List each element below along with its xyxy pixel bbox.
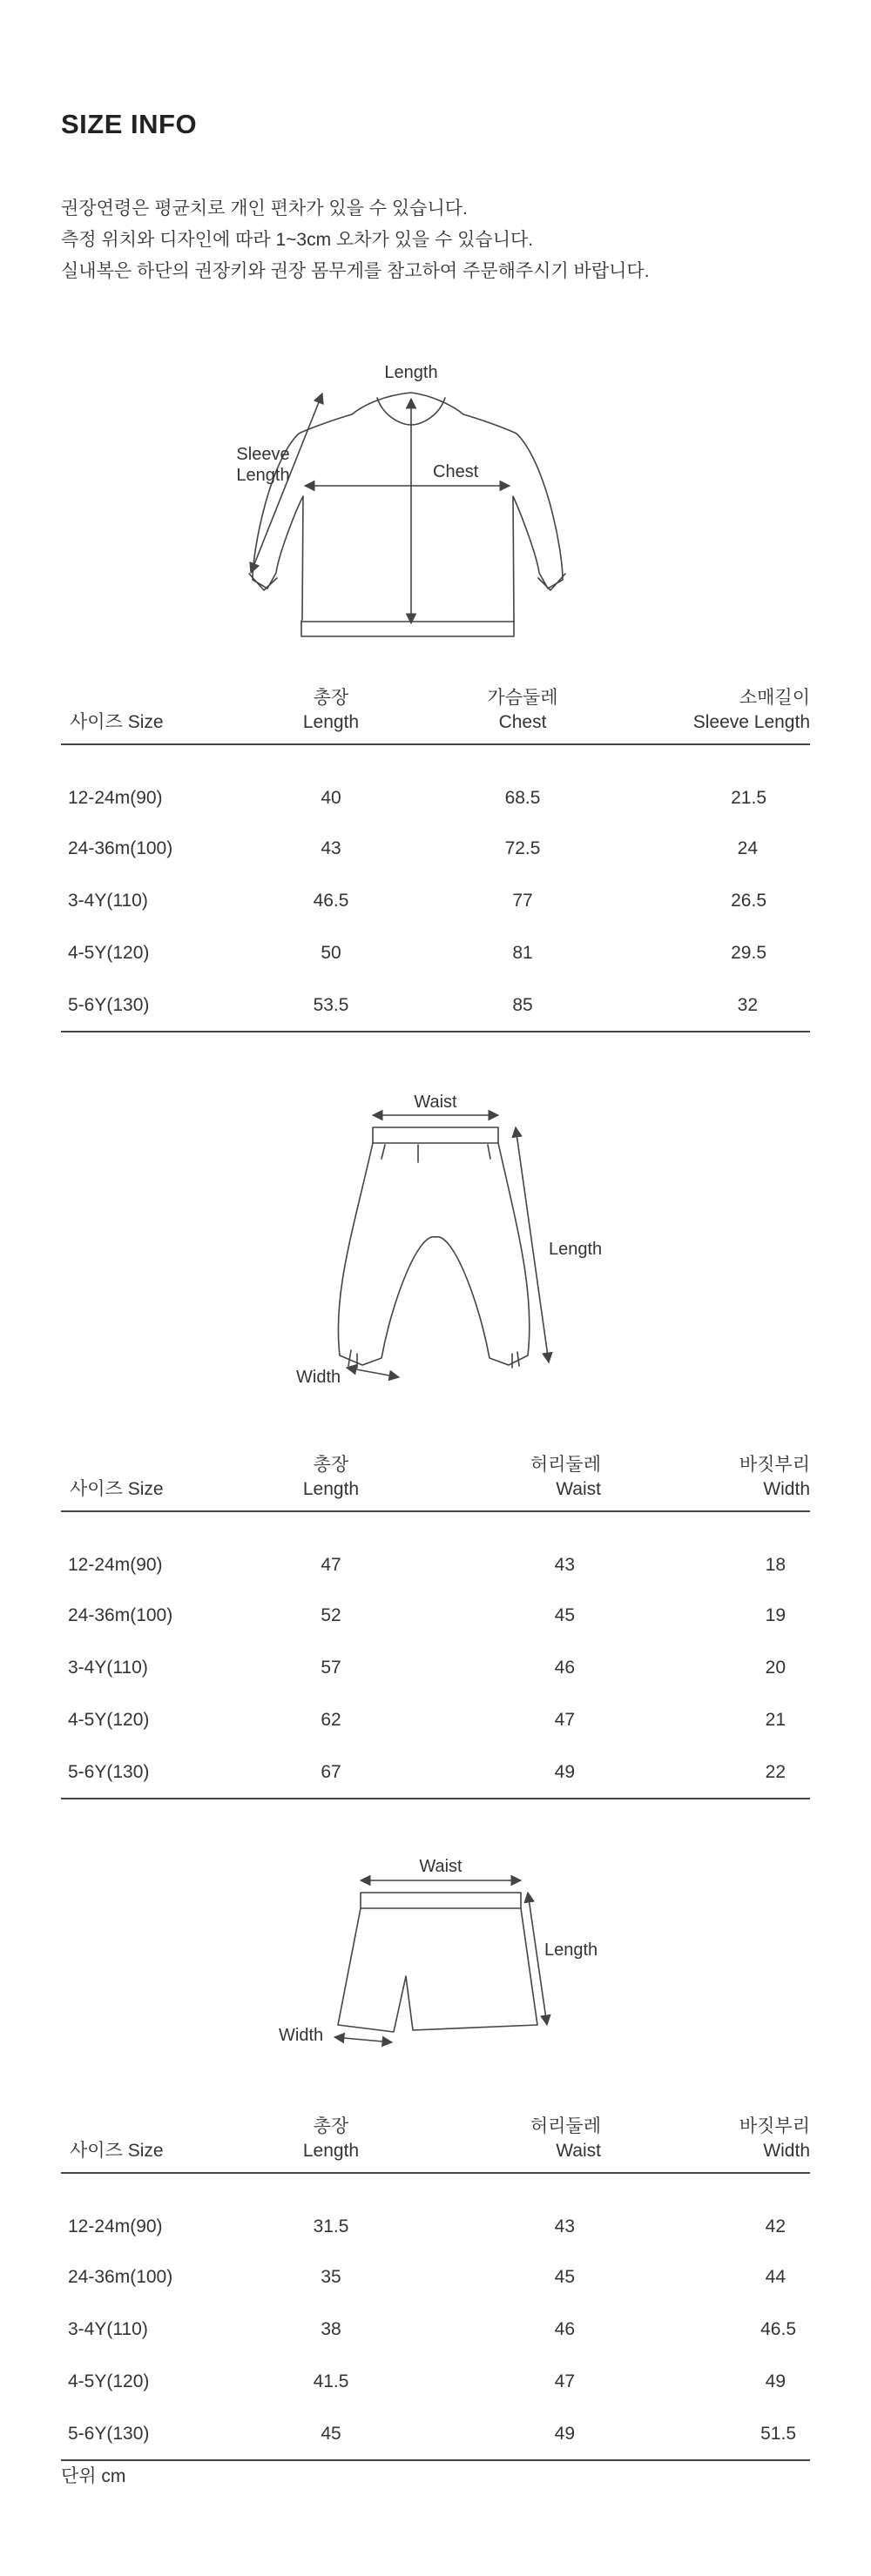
table-row: 4-5Y(120) 62 47 21 — [68, 1710, 786, 1730]
label-length: Length — [544, 1940, 598, 1960]
shorts-outline — [338, 1908, 537, 2032]
table-row: 3-4Y(110) 38 46 46.5 — [68, 2319, 796, 2339]
shorts-size-table — [61, 2115, 810, 2461]
header-width: 바짓부리 Width — [618, 2115, 810, 2173]
header-waist: 허리둘레 Waist — [427, 2115, 618, 2173]
label-waist: Waist — [419, 1857, 463, 1876]
label-width: Width — [279, 2026, 324, 2045]
top-measurement-diagram — [209, 357, 645, 636]
pants-waistband — [373, 1127, 498, 1143]
header-sleeve: 소매길이 Sleeve Length — [618, 686, 810, 744]
table-row: 5-6Y(130) 53.5 85 32 — [61, 979, 810, 1032]
width-arrow — [347, 1368, 399, 1377]
table-row: 12-24m(90) 47 43 18 — [68, 1554, 786, 1575]
top-cuff-right — [538, 574, 565, 590]
top-outline — [253, 393, 563, 636]
notice-text — [61, 193, 650, 287]
header-chest: 가슴둘레 Chest — [427, 686, 618, 744]
header-length: 총장 Length — [235, 2115, 427, 2173]
label-width: Width — [296, 1368, 341, 1387]
pants-pleats — [381, 1145, 490, 1162]
width-arrow — [334, 2037, 392, 2042]
table-row: 3-4Y(110) 46.5 77 26.5 — [68, 891, 766, 911]
top-size-table — [61, 686, 810, 1032]
label-length: Length — [384, 363, 438, 382]
table-row: 4-5Y(120) 41.5 47 49 — [68, 2371, 786, 2391]
label-chest: Chest — [433, 462, 479, 481]
pants-size-table — [61, 1453, 810, 1799]
header-length: 총장 Length — [235, 686, 427, 744]
table-row: 4-5Y(120) 50 81 29.5 — [68, 943, 766, 963]
unit-note: 단위 cm — [61, 2466, 126, 2486]
table-row: 24-36m(100) 43 72.5 24 — [68, 838, 758, 858]
table-header-row — [61, 686, 810, 744]
notice-line: 측정 위치와 디자인에 따라 1~3cm 오차가 있을 수 있습니다. — [61, 230, 534, 250]
header-length: 총장 Length — [235, 1453, 427, 1511]
table-row: 3-4Y(110) 57 46 20 — [68, 1658, 786, 1678]
page-title: SIZE INFO — [61, 109, 198, 139]
header-size: 사이즈 Size — [61, 2115, 235, 2173]
label-length: Length — [549, 1240, 603, 1259]
table-header-row — [61, 2115, 810, 2173]
shorts-waistband — [361, 1893, 521, 1908]
header-waist: 허리둘레 Waist — [427, 1453, 618, 1511]
table-row: 24-36m(100) 52 45 19 — [68, 1605, 786, 1625]
label-waist: Waist — [414, 1093, 457, 1112]
shorts-measurement-diagram — [270, 1854, 636, 2063]
label-sleeve: Length — [236, 466, 290, 485]
table-row: 12-24m(90) 40 68.5 21.5 — [68, 787, 766, 808]
header-width: 바짓부리 Width — [618, 1453, 810, 1511]
table-row: 12-24m(90) 31.5 43 42 — [68, 2216, 786, 2236]
notice-line: 실내복은 하단의 권장키와 권장 몸무게를 참고하여 주문해주시기 바랍니다. — [61, 261, 650, 281]
notice-line: 권장연령은 평균치로 개인 편차가 있을 수 있습니다. — [61, 198, 468, 219]
pants-measurement-diagram — [287, 1093, 618, 1389]
pants-outline — [338, 1143, 529, 1365]
header-size: 사이즈 Size — [61, 686, 235, 744]
table-row: 5-6Y(130) 67 49 22 — [61, 1746, 810, 1799]
table-row: 5-6Y(130) 45 49 51.5 — [61, 2408, 810, 2460]
table-header-row — [61, 1453, 810, 1511]
label-sleeve: Sleeve — [236, 445, 290, 464]
header-size: 사이즈 Size — [61, 1453, 235, 1511]
table-row: 24-36m(100) 35 45 44 — [68, 2267, 786, 2287]
